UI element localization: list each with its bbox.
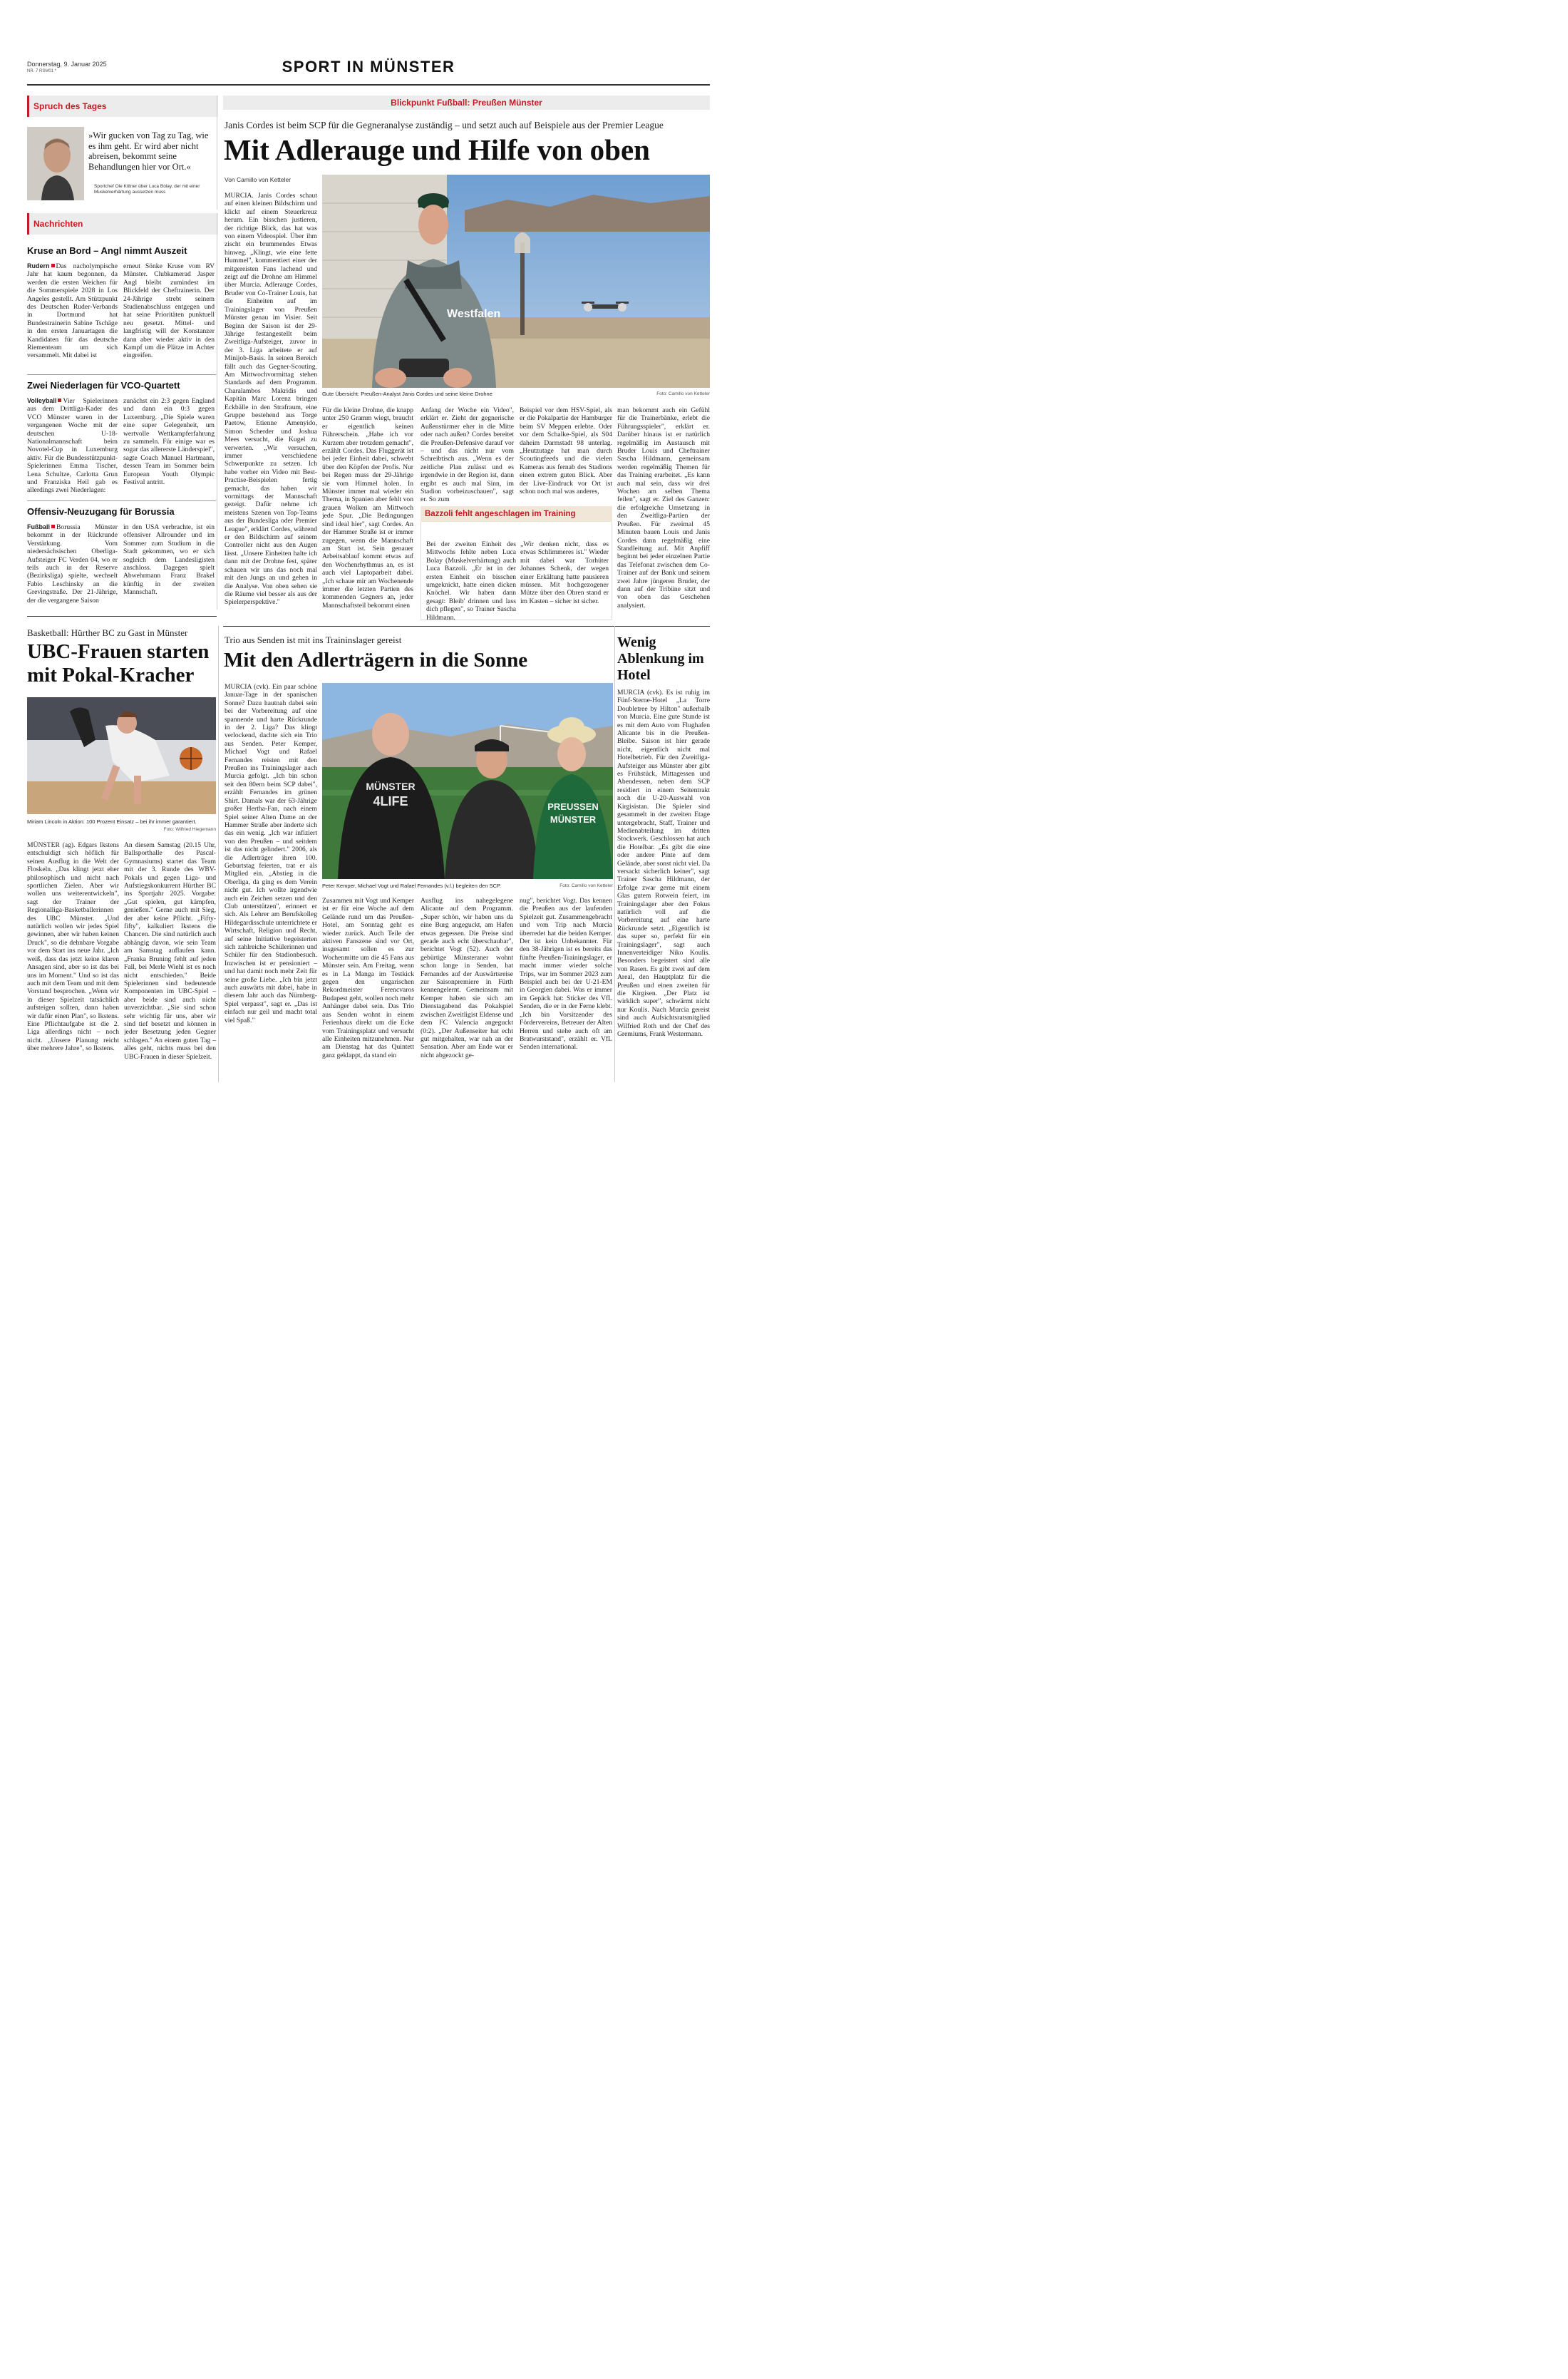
news-title-2: Zwei Niederlagen für VCO-Quartett [27,380,180,391]
basketball-photo [27,697,216,814]
trio-photo-credit: Foto: Camillo von Ketteler [559,883,613,888]
lead-col-4: Beispiel vor dem HSV-Spiel, als er die Pokalpartie der Hamburger beim SV Meppen erlebte. Oder vor dem Schalke-Spiel, als S04 daheim Darmstadt 98 unterlag. „Heutzutage hat man durch Scoutingfeeds und die vielen Kameras aus fernab des Stadions einen extrem guten Blick. Aber der Live-Eindruck vor Ort ist schon noch mal was anderes, [520,406,612,496]
header-edition: NR. 7 RSM01 * [27,69,57,73]
basketball-col2: An diesem Samstag (20.15 Uhr, Ballsporthalle des Pascal-Gymnasiums) startet das Team mit der 3. Runde des WBV-Pokals und gegen Liga- und Aufstiegskonkurrent Hürther BC ins Sportjahr 2025. Vorgabe: „Gut spielen, gut kämpfen, genießen." Gerne auch mit Sieg, der aber keine Pflicht. „Fifty-fifty", kalkuliert Ikstens die Chancen. Die sind natürlich auch abhängig davon, wie sein Team am Samstag auflaufen kann. „Franka Bruning fehlt auf jeden Fall, bei Merle Wiehl ist es noch nicht entschieden." Beide Spielerinnen sind bedeutende Komponenten im UBC-Spiel – aber beide sind auch nicht unverzichtbar. „Sie sind schon sehr wichtig für uns, aber wir sind tief besetzt und können in jeder Besetzung jeden Gegner schlagen." An einem guten Tag – alles geht, nichts muss bei den UBC-Frauen in dieser Spielzeit. [124,841,216,1061]
spruch-portrait [27,127,84,200]
lead-photo-credit: Foto: Camillo von Ketteler [656,391,710,396]
news-text-3a [27,523,118,605]
section-title: SPORT IN MÜNSTER [282,58,455,76]
header-rule [27,84,710,86]
basketball-photo-caption: Miriam Lincoln in Aktion: 100 Prozent Einsatz – bei ihr immer garantiert. [27,818,197,825]
trio-col4: nug", berichtet Vogt. Das kennen die Preußen aus der laufenden Spielzeit gut. Zusammengebracht und vom Trip nach Murcia überredet hat die beiden Kemper. Der ist kein Unbekannter. Für den 38-Jährigen ist es bereits das fünfte Preußen-Trainingslager, er macht immer wieder solche Trips, war im Sommer 2023 zum Beispiel auch bei der U-21-EM in Georgien dabei. Was er immer im Gepäck hat: Sticker des VfL Senden, die er in der Ferne klebt. „Ich bin Vorsitzender des Fördervereins, Betreuer der Alten Herren und stehe auch oft am Bratwurststand", erzählt er. VfL Senden international. [520,897,612,1052]
basketball-col1: MÜNSTER (ag). Edgars Ikstens entschuldigt sich höflich für seinen Ausflug in die Welt der Floskeln. „Das klingt jetzt eher philosophisch und nicht nach sportlichen Zielen. Aber wir wollen uns weiterentwickeln", sagt der Trainer der Regionalliga-Basketballerinnen des UBC Münster. „Und natürlich wollen wir jedes Spiel gewinnen, aber wir haben keinen Druck", so die dehnbare Vorgabe vor dem Start ins neue Jahr. „Ich weiß, dass das jetzt keine klaren Ansagen sind, aber so ist das bei uns im Moment." Und so ist das auch mit dem Team und mit dem Vorstand besprochen. „Wenn wir in dieser Spielzeit tatsächlich aufsteigen sollten, dann haben wir dafür einen Plan", so Ikstens. Eine Pflichtaufgabe ist die 2. Liga allerdings nicht – noch nicht. „Unsere Planung reicht über mehrere Jahre", so Ikstens. [27,841,119,1053]
basketball-photo-credit: Foto: Wilfried Hiegemann [163,827,216,832]
section-rule-mid [223,626,710,627]
trio-col3: Ausflug ins nahegelegene Alicante auf dem Programm. „Super schön, wir haben uns da eine Burg angeguckt, am Hafen etwas gegessen. Die Preise sind gerade auch echt überschaubar", berichtet Vogt (52). Auch der gebürtige Münsteraner wohnt schon lange in Senden, hat Fernandes auf der Auswärtsreise zur Saisonpremiere in Fürth kennengelernt. Gemeinsam mit Kemper haben sie sich am Dienstagabend das Pokalspiel zwischen Zweitligist Eldense und dem FC Valencia angeguckt (0:2). „Der Außenseiter hat echt gut mitgehalten, war nah an der Sensation. Aber am Ende war er nicht abgezockt ge- [421,897,513,1059]
lead-photo [322,175,710,388]
basketball-headline: UBC-Frauen starten mit Pokal-Kracher [27,640,210,687]
bazzoli-title: Bazzoli fehlt angeschlagen im Training [425,510,576,518]
lead-col-left: MURCIA. Janis Cordes schaut auf einen kleinen Bildschirm und klickt auf einem Steuerkreuz herum. Ein bisschen justieren, der richtige Blick, das hat was von einem Videospiel. Über ihm zischt ein brummendes Etwas hinweg. „Klingt, wie eine fette Hummel", kommentiert einer der mitgereisten Fans lachend und zeigt auf die Drohne am Himmel über Murcia. Adlerauge Cordes, Bruder von Co-Trainer Louis, hat die Einheiten auf im Trainingslager von Preußen Münster genau im Visier. Seit Beginn der Saison ist der 29-Jährige festangestellt beim Zweitliga-Aufsteiger, zuvor in der 3. Liga arbeitete er auf Minijob-Basis. In seinen Bereich fällt auch das Gegner-Scouting. Am Mittwochvormittag stehen Standards auf dem Programm. Charalambos Makridis und Kapitän Marc Lorenz bringen Eckbälle in den Strafraum, eine Gruppe bestehend aus Torge Paetow, Etienne Amenyido, Simon Scherder und Joshua Mees versucht, die Kugel zu verwerten. „Wir versuchen, immer verschiedene Schwerpunkte zu setzen. Ich habe vorher ein Video mit Best-Practise-Beispielen fertig gemacht, das haben wir vormittags der Mannschaft gezeigt. Dafür nehme ich meistens Szenen von Top-Teams aus der Bundesliga oder Premier League", erklärt Cordes, während er den Bildschirm auf seinem Controller nicht aus den Augen lässt. „Unsere Einheiten halte ich dann mit der Drohne fest, später schauen wir uns das noch mal mit den Jungs an und gehen in die Analyse. Von oben sehen sie die Räume viel besser als aus der Spielerperspektive." [225,192,317,607]
news-col1-2: Vier Spielerinnen aus dem Drittliga-Kader des VCO Münster waren in der vergangenen Woche mit der deutschen U-18-Nationalmannschaft beim Novotel-Cup in Luxemburg aktiv. Für die Bundesstützpunkt-Spielerinnen Emma Tischer, Lena Schultze, Carlotta Grun und Franziska Heil gab es allerdings zwei Niederlagen: [27,397,118,495]
lead-col-5: man bekommt auch ein Gefühl für die Trainerbänke, erlebt die Führungsspieler", erklärt er. Darüber hinaus ist er natürlich regelmäßig im Austausch mit Bruder Louis und Cheftrainer Sascha Hildmann, gemeinsam werden regelmäßig Themen für das Training erarbeitet. „Es kann auch mal sein, dass wir drei Wochen am selben Thema feilen", sagt er. Ziel des Ganzen: die erfolgreiche Umsetzung in den Zweitliga-Partien der Preußen. Für zweimal 45 Minuten bauen Louis und Janis Cordes dann regelmäßig eine Standleitung auf. Mit Anpfiff beginnt bei jeder einzelnen Partie das Telefonat zwischen dem Co-Trainer auf der Bank und seinem zwei Jahre jüngeren Bruder, der dann auf der Tribüne sitzt und von oben das Geschehen analysiert. [617,406,710,610]
lead-photo-caption: Gute Übersicht: Preußen-Analyst Janis Cordes und seine kleine Drohne [322,391,492,397]
lead-kicker: Janis Cordes ist beim SCP für die Gegneranalyse zuständig – und setzt auch auf Beispiele aus der Premier League [225,120,664,130]
news-col2-1: erneut Sönke Kruse vom RV Münster. Clubkamerad Jasper Angl bleibt zumindest im Blickfeld der Cheftrainerin. Der 24-Jährige strebt seinem Studienabschluss entgegen und hat seine Prioritäten punktuell neu gesetzt. Mittel- und langfristig will der Konstanzer dann aber wieder aktiv in den Kampf um die Plätze im Achter eingreifen. [123,262,215,360]
news-col2-3: in den USA verbrachte, ist ein offensiver Allrounder und im Sommer zum Studium in die Stadt gekommen, wo er sich sogleich dem Landesligisten anschloss. Dagegen spielt Abwehrmann Franz Brakel künftig in der zweiten Mannschaft. [123,523,215,597]
news-kicker-3: Fußball [27,523,50,530]
news-text-2a [27,397,118,495]
lead-headline: Mit Adlerauge und Hilfe von oben [224,133,650,166]
trio-col2: Zusammen mit Vogt und Kemper ist er für eine Woche auf dem Gelände rund um das Preußen-Hotel, am Sonntag geht es wieder zurück. Auch Teile der aktiven Fanszene sind vor Ort, insgesamt sollen es zur Wochenmitte um die 45 Fans aus Münster sein. Am Freitag, wenn es in La Manga im Testkick gegen den ungarischen Rekordmeister Ferencvaros Budapest geht, wollen noch mehr Anhänger dabei sein. Das Trio aus Senden wohnt in einem Ferienhaus direkt um die Ecke vom Trainingsplatz und versucht alle Einheiten mitzunehmen. Nur am Dienstag hat das Quintett ganz geklappt, da stand ein [322,897,414,1059]
news-text-1a [27,262,118,360]
spruch-quote: »Wir gucken von Tag zu Tag, wie es ihm geht. Er wird aber nicht abreisen, bekommt seine Behandlungen hier vor Ort.« [88,130,209,172]
trio-kicker: Trio aus Senden ist mit ins Traininslager gereist [225,634,402,645]
red-square-icon [58,399,61,402]
red-square-icon [51,525,55,528]
trio-shirt-1: MÜNSTER [366,781,416,792]
trio-shirt-3b: MÜNSTER [550,814,597,825]
trio-photo-caption: Peter Kemper, Michael Vogt und Rafael Fernandes (v.l.) begleiten den SCP. [322,883,502,889]
lead-rubric: Blickpunkt Fußball: Preußen Münster [391,98,542,108]
hotel-text: MURCIA (cvk). Es ist ruhig im Fünf-Sterne-Hotel „La Torre Doubletree by Hilton" außerhalb von Murcia. Eine gute Stunde ist es mit dem Auto vom Flughafen Alicante bis in die Preußen-Bleibe. Saison ist hier gerade nicht, eigentlich nicht mal Hotelbetrieb. Für den Zweitliga-Aufsteiger aus Münster aber gibt es Frühstück, Mittagessen und Abendessen, neben dem SCP residiert in einem Seitentrakt noch die U-20-Auswahl von Kirgisistan. Die Spieler sind gesammelt in der zweiten Etage untergebracht, Staff, Trainer und Medienabteilung im dritten Stockwerk. Geschlossen hat auch die Hotelbar. „Es gibt die eine oder andere Pinte auf dem Gelände, aber sonst nicht viel. Da versackt sicherlich keiner", sagt Trainer Sascha Hildmann, der Erfolge zwar gerne mit einem Glas gutem Rotwein feiert, im Trainingslager aber den Fokus natürlich voll auf die Vorbereitung auf eine harte Rückrunde setzt. „Eigentlich ist das super so, perfekt für ein Trainingslager", sagt auch Innenverteidiger Niko Koulis. Besonders begeistert sind alle von Rasen. Es gibt zwei auf dem Areal, den Hauptplatz für die Preußen und einen zweiten für die Kirgisen. „Der Platz ist wirklich super", schwärmt nicht nur Koulis. Nach Murcia gereist sind auch Aufsichtsratsmitglied Wilfried Roth und der Chef des Gremiums, Frank Westermann. [617,689,710,1039]
lead-byline: Von Camillo von Ketteler [225,176,292,183]
news-col1-1: Das nacholympische Jahr hat kaum begonnen, da werden die ersten Weichen für die Sommerspiele 2028 in Los Angeles gestellt. Am Stützpunkt des Deutschen Ruder-Verbands in Dortmund hat Bundestrainerin Sabine Tschäge in den ersten Januartagen die Kandidaten für das deutsche Riementeam um sich versammelt. Mit dabei ist [27,262,118,360]
news-kicker-2: Volleyball [27,397,57,404]
header-date: Donnerstag, 9. Januar 2025 [27,61,107,68]
lead-col-3: Anfang der Woche ein Video", erklärt er. Zieht der gegnerische Außenstürmer eher in die Mitte oder nach außen? Cordes bereitet die Preußen-Defensive darauf vor – und das nicht nur vom Schreibtisch aus. „Wenn es der zeitliche Plan zulässt und es irgendwie in der Region ist, dann ergibt es auch mal Sinn, im Stadion vorbeizuschauen", sagt er. So zum [421,406,514,504]
bazzoli-col2: „Wir denken nicht, dass es etwas Schlimmeres ist." Wieder mit dabei war Torhüter Johannes Schenk, der wegen einer Erkältung hatte pausieren müssen. Mit hochgezogener Mütze über den Ohren stand er im Kasten – sicher ist sicher. [520,540,609,605]
hotel-headline: Wenig Ablenkung im Hotel [617,634,704,683]
basketball-divider [218,626,219,1082]
trio-divider [614,626,615,1082]
spruch-label: Spruch des Tages [27,96,218,117]
spruch-caption: Sportchef Ole Kittner über Luca Bolay, der mit einer Muskelverhärtung aussetzen muss [94,184,200,195]
section-rule-left [27,616,217,617]
news-title-1: Kruse an Bord – Angl nimmt Auszeit [27,245,187,256]
news-kicker-1: Rudern [27,262,50,269]
basketball-kicker: Basketball: Hürther BC zu Gast in Münster [27,627,188,638]
red-square-icon [51,264,55,267]
news-divider-2 [27,500,216,501]
lead-col-2: Für die kleine Drohne, die knapp unter 250 Gramm wiegt, braucht er eigentlich keinen Führerschein. „Habe ich vor Kurzem aber trotzdem gemacht", erzählt Cordes. Das Fluggerät ist bei jeder Einheit dabei, schwebt über den Köpfen der Profis. Nur bei Regen muss der 29-Jährige sie vom Himmel holen. In Münster immer mal wieder ein Thema, in Spanien aber fehlt von grauen Wolken am Mittwoch jede Spur. „Die Bedingungen sind ideal hier", sagt Cordes. An der Hammer Straße ist er immer zugegen, wenn die Mannschaft am Start ist. Sein genauer Arbeitsablauf kommt etwas auf den Wochenrhythmus an, es ist auch viel Laptoparbeit dabei. „Ich schaue mir am Wochenende immer die letzten Partien des kommenden Gegners an, jeder Mannschaftsteil bekommt einen [322,406,413,610]
news-col2-2: zunächst ein 2:3 gegen England und dann ein 0:3 gegen Luxemburg. „Die Spiele waren eine super Gelegenheit, um wertvolle Wettkampferfahrung zu sammeln. Für einige war es sogar das allererste Länderspiel", sagte Coach Manuel Hartmann, dessen Team im Sommer beim European Youth Olympic Festival antritt. [123,397,215,487]
lead-shirt-text: Westfalen [447,308,501,320]
trio-shirt-1b: 4LIFE [373,794,408,808]
news-divider-1 [27,374,216,375]
trio-shirt-3: PREUSSEN [547,801,599,812]
nachrichten-label: Nachrichten [27,213,218,235]
trio-col-left: MURCIA (cvk). Ein paar schöne Januar-Tage in der spanischen Sonne? Dazu hautnah dabei sein bei der Vorbereitung auf eine spannende und harte Rückrunde in der 2. Liga? Das klingt verlockend, dachte sich ein Trio aus Senden. Peter Kemper, Michael Vogt und Rafael Fernandes reisten mit den Preußen ins Trainingslager nach Murcia gefolgt. „Ich bin schon seit den 80ern beim SCP dabei", erzählt Fernandes im grünen Shirt. Damals war der 63-Jährige großer Hertha-Fan, nach einem Spiel seiner Alten Dame an der Hammer Straße aber änderte sich das ein wenig. „Ich war infiziert von den Preußen – und seitdem ist das nicht gelindert." 2006, als die Adlerträger ihren 100. Geburtstag feierten, trat er als Mitglied ein. „Abstieg in die Oberliga, da ging es dem Verein nicht gut. Ich wollte irgendwie auch ein Zeichen setzen und den Club unterstützen", erinnert er sich. Als Lehrer am Berufskolleg Hildegardisschule unterrichtete er Wirtschaft, Religion und Recht, auf seine Initiative begeisterten sich zahlreiche Schülerinnen und Schüler für den Stadionbesuch. Inzwischen ist er pensioniert – und hat damit noch mehr Zeit für seine große Liebe. „Ich bin jetzt auch auswärts mit dabei, habe in diesem Jahr auch das Nürnberg-Spiel verpasst", sagt er. „Das ist einfach nur geil und macht total viel Spaß." [225,683,317,1024]
trio-headline: Mit den Adlerträgern in die Sonne [224,649,528,672]
trio-photo [322,683,613,879]
news-col1-3: Borussia Münster bekommt in der Rückrunde Verstärkung. Vom niedersächsischen Oberliga-Aufsteiger FC Verden 04, wo er teils auch in der Reserve (Bezirksliga) spielte, wechselt Fabio Leschinsky an die Grevingstraße. Der 21-Jährige, der die vergangene Saison [27,523,118,605]
bazzoli-col1: Bei der zweiten Einheit des Mittwochs fehlte neben Luca Bolay (Muskelverhärtung) auch Luca Bazzoli. „Er ist in der ersten Einheit ein bisschen umgeknickt, hatte einen dicken Knöchel. Wir haben dann gesagt: Bleib' drinnen und lass dich pflegen", so Trainer Sascha Hildmann. [426,540,516,622]
news-title-3: Offensiv-Neuzugang für Borussia [27,506,175,517]
